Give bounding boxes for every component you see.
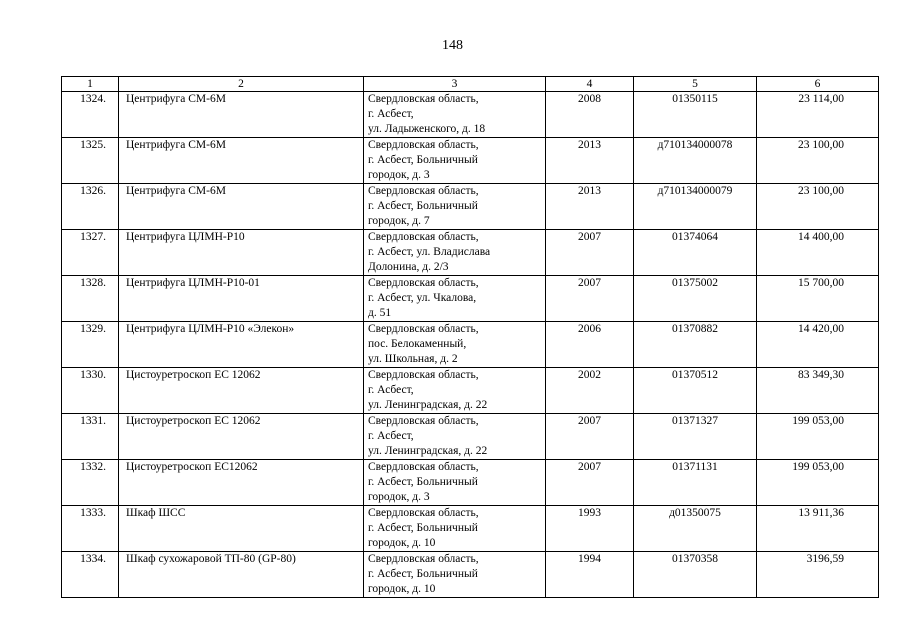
column-number-1: 1 xyxy=(62,77,119,92)
address-cell: Свердловская область, г. Асбест, Больничный городок, д. 7 xyxy=(364,184,546,230)
table-row xyxy=(62,92,879,138)
inventory-number-cell: 01375002 xyxy=(634,276,757,322)
cost-cell: 83 349,30 xyxy=(757,368,879,414)
column-number-6: 6 xyxy=(757,77,879,92)
inventory-number-cell: д710134000079 xyxy=(634,184,757,230)
item-name-cell: Цистоуретроскоп ЕС 12062 xyxy=(119,414,364,460)
item-name-cell: Центрифуга ЦЛМН-Р10-01 xyxy=(119,276,364,322)
column-number-row xyxy=(62,77,879,92)
item-name-cell: Центрифуга ЦЛМН-Р10 «Элекон» xyxy=(119,322,364,368)
inventory-table-body xyxy=(62,77,879,598)
cost-cell: 199 053,00 xyxy=(757,414,879,460)
inventory-number-cell: 01350115 xyxy=(634,92,757,138)
year-cell: 2008 xyxy=(546,92,634,138)
page-number: 148 xyxy=(442,38,463,53)
cost-cell: 199 053,00 xyxy=(757,460,879,506)
row-number-cell: 1328. xyxy=(62,276,119,322)
item-name-cell: Шкаф ШСС xyxy=(119,506,364,552)
column-number-4: 4 xyxy=(546,77,634,92)
year-cell: 2007 xyxy=(546,276,634,322)
row-number-cell: 1330. xyxy=(62,368,119,414)
table-row xyxy=(62,368,879,414)
year-cell: 2007 xyxy=(546,414,634,460)
table-row xyxy=(62,276,879,322)
address-cell: Свердловская область, г. Асбест, Больничный городок, д. 3 xyxy=(364,138,546,184)
cost-cell: 14 420,00 xyxy=(757,322,879,368)
item-name-cell: Центрифуга СМ-6М xyxy=(119,92,364,138)
column-number-3: 3 xyxy=(364,77,546,92)
inventory-table xyxy=(61,76,879,598)
cost-cell: 23 100,00 xyxy=(757,184,879,230)
row-number-cell: 1332. xyxy=(62,460,119,506)
year-cell: 2013 xyxy=(546,184,634,230)
address-cell: Свердловская область, г. Асбест, ул. Ленинградская, д. 22 xyxy=(364,368,546,414)
row-number-cell: 1333. xyxy=(62,506,119,552)
table-row xyxy=(62,322,879,368)
item-name-cell: Цистоуретроскоп ЕС 12062 xyxy=(119,368,364,414)
inventory-number-cell: 01370512 xyxy=(634,368,757,414)
table-row xyxy=(62,138,879,184)
year-cell: 2006 xyxy=(546,322,634,368)
inventory-number-cell: 01370882 xyxy=(634,322,757,368)
year-cell: 2013 xyxy=(546,138,634,184)
cost-cell: 23 114,00 xyxy=(757,92,879,138)
address-cell: Свердловская область, г. Асбест, ул. Чкалова, д. 51 xyxy=(364,276,546,322)
inventory-number-cell: д710134000078 xyxy=(634,138,757,184)
address-cell: Свердловская область, г. Асбест, Больничный городок, д. 3 xyxy=(364,460,546,506)
table-row xyxy=(62,230,879,276)
address-cell: Свердловская область, г. Асбест, ул. Ладыженского, д. 18 xyxy=(364,92,546,138)
inventory-number-cell: 01370358 xyxy=(634,552,757,598)
column-number-5: 5 xyxy=(634,77,757,92)
table-row xyxy=(62,506,879,552)
item-name-cell: Цистоуретроскоп ЕС12062 xyxy=(119,460,364,506)
year-cell: 1993 xyxy=(546,506,634,552)
year-cell: 1994 xyxy=(546,552,634,598)
year-cell: 2002 xyxy=(546,368,634,414)
table-row xyxy=(62,184,879,230)
row-number-cell: 1324. xyxy=(62,92,119,138)
address-cell: Свердловская область, пос. Белокаменный, ул. Школьная, д. 2 xyxy=(364,322,546,368)
inventory-number-cell: 01371327 xyxy=(634,414,757,460)
inventory-number-cell: 01374064 xyxy=(634,230,757,276)
cost-cell: 15 700,00 xyxy=(757,276,879,322)
column-number-2: 2 xyxy=(119,77,364,92)
inventory-number-cell: 01371131 xyxy=(634,460,757,506)
table-row xyxy=(62,414,879,460)
year-cell: 2007 xyxy=(546,230,634,276)
item-name-cell: Центрифуга ЦЛМН-Р10 xyxy=(119,230,364,276)
table-row xyxy=(62,552,879,598)
year-cell: 2007 xyxy=(546,460,634,506)
address-cell: Свердловская область, г. Асбест, Больничный городок, д. 10 xyxy=(364,506,546,552)
address-cell: Свердловская область, г. Асбест, Больничный городок, д. 10 xyxy=(364,552,546,598)
address-cell: Свердловская область, г. Асбест, ул. Владислава Долонина, д. 2/3 xyxy=(364,230,546,276)
row-number-cell: 1326. xyxy=(62,184,119,230)
cost-cell: 14 400,00 xyxy=(757,230,879,276)
table-row xyxy=(62,460,879,506)
row-number-cell: 1329. xyxy=(62,322,119,368)
item-name-cell: Шкаф сухожаровой ТП-80 (GP-80) xyxy=(119,552,364,598)
row-number-cell: 1334. xyxy=(62,552,119,598)
item-name-cell: Центрифуга СМ-6М xyxy=(119,184,364,230)
cost-cell: 23 100,00 xyxy=(757,138,879,184)
address-cell: Свердловская область, г. Асбест, ул. Ленинградская, д. 22 xyxy=(364,414,546,460)
inventory-number-cell: д01350075 xyxy=(634,506,757,552)
cost-cell: 3196,59 xyxy=(757,552,879,598)
row-number-cell: 1331. xyxy=(62,414,119,460)
row-number-cell: 1325. xyxy=(62,138,119,184)
row-number-cell: 1327. xyxy=(62,230,119,276)
item-name-cell: Центрифуга СМ-6М xyxy=(119,138,364,184)
cost-cell: 13 911,36 xyxy=(757,506,879,552)
